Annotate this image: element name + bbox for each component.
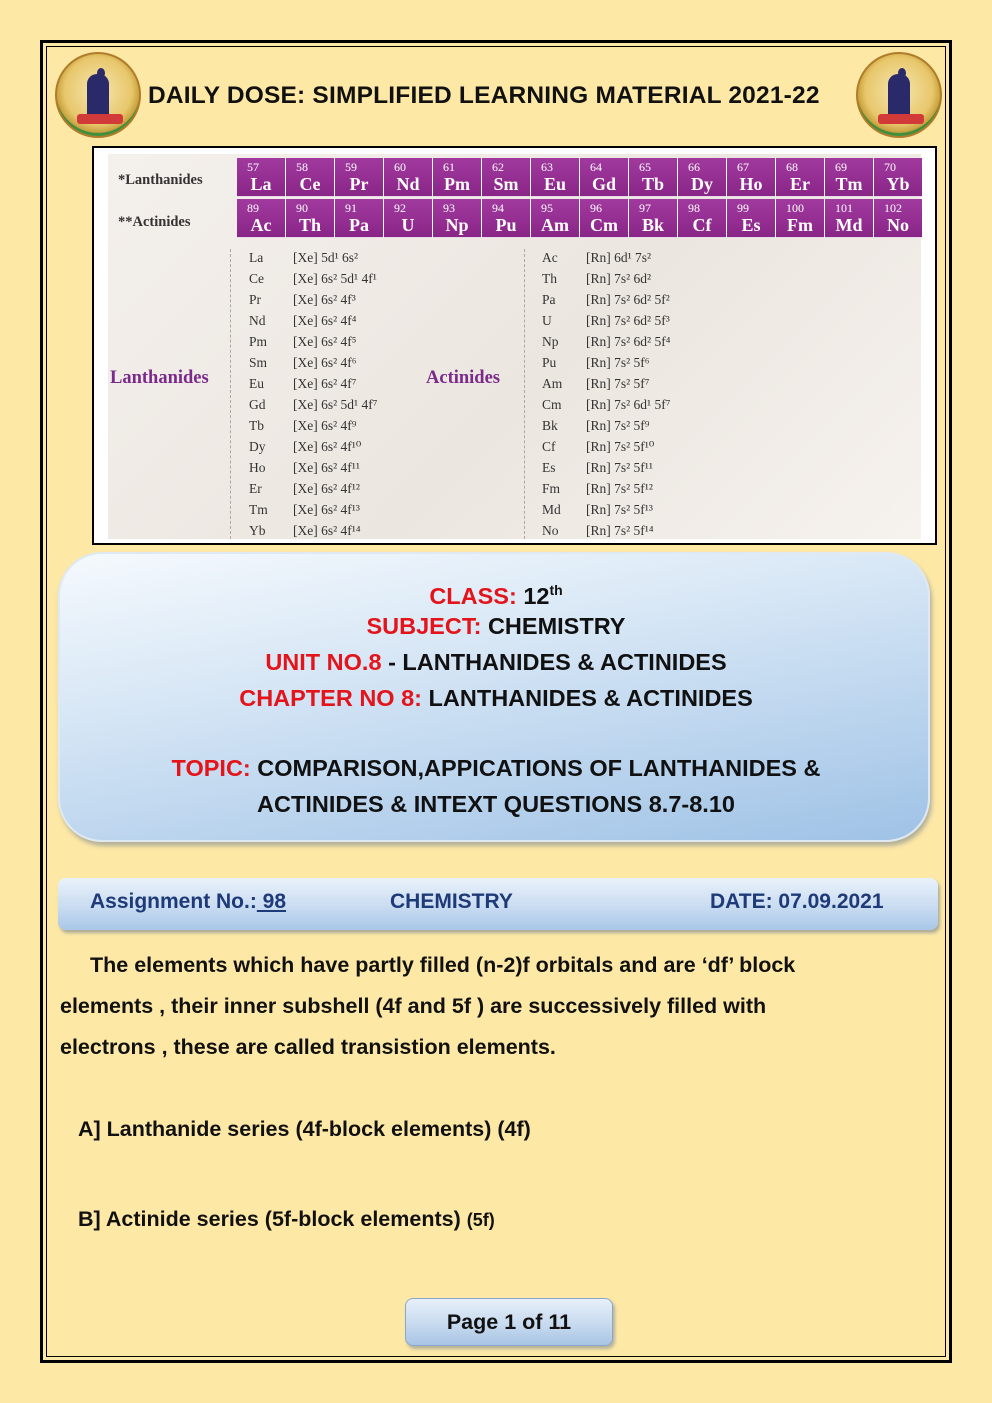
configuration-row [542,418,670,439]
configuration-row [249,334,377,355]
element-symbol: Tm [249,502,268,517]
element-symbol: Nd [249,313,266,328]
atomic-number: 95 [541,201,553,215]
atomic-number: 101 [835,201,853,215]
atomic-number: 70 [884,160,896,174]
assignment-bar [58,878,938,930]
element-symbol: Es [542,460,556,475]
school-logo-left [55,52,141,138]
element-cell-ac [237,199,286,238]
atomic-number: 93 [443,201,455,215]
element-symbol: La [249,250,264,265]
electron-configuration: [Xe] 6s² 5d¹ 4f⁷ [293,397,378,412]
element-symbol: Ho [249,460,266,475]
atomic-number: 59 [345,160,357,174]
element-cell-pm [433,158,482,197]
electron-configuration: [Xe] 5d¹ 6s² [293,250,359,265]
chapter-line: CHAPTER NO 8: LANTHANIDES & ACTINIDES [239,685,753,711]
configuration-row [249,376,377,397]
element-symbol: Tb [249,418,264,433]
electron-configuration: [Rn] 7s² 5f¹² [586,481,653,496]
atomic-number: 92 [394,201,406,215]
atomic-number: 68 [786,160,798,174]
atomic-number: 94 [492,201,504,215]
electron-configuration: [Xe] 6s² 4f⁶ [293,355,357,370]
electron-configuration: [Xe] 6s² 4f¹² [293,481,360,496]
electron-configuration: [Xe] 6s² 4f⁵ [293,334,357,349]
element-symbol: Th [298,215,322,235]
topic-line-1: TOPIC: COMPARISON,APPICATIONS OF LANTHANIDES & [171,755,821,781]
configuration-row [542,292,670,313]
element-cell-fm [776,199,825,238]
atomic-number: 99 [737,201,749,215]
element-cell-cm [580,199,629,238]
element-cell-es [727,199,776,238]
element-symbol: Ac [250,215,272,235]
element-symbol: Sm [493,174,519,194]
configuration-row [249,481,377,502]
element-symbol: Ce [249,271,264,286]
list-item-lanthanide-series: A] Lanthanide series (4f-block elements) (4f) [78,1117,531,1141]
atomic-number: 97 [639,201,651,215]
element-cell-dy [678,158,727,197]
configuration-row [249,502,377,523]
school-logo-right [856,52,942,138]
element-symbol: Am [541,215,569,235]
actinides-row-label: **Actinides [118,214,191,230]
element-symbol: Pr [349,174,369,194]
configuration-row [542,439,670,460]
element-cell-cf [678,199,727,238]
element-cell-tm [825,158,874,197]
atomic-number: 102 [884,201,902,215]
element-symbol: Tb [641,174,665,194]
subject-line: SUBJECT: CHEMISTRY [366,613,626,639]
element-cell-tb [629,158,678,197]
topic-line-2: ACTINIDES & INTEXT QUESTIONS 8.7-8.10 [257,791,735,817]
class-info-box [58,552,930,842]
element-symbol: Bk [542,418,558,433]
electron-configuration: [Rn] 7s² 6d² 5f³ [586,313,670,328]
element-symbol: Pu [495,215,517,235]
element-symbol: Eu [543,174,567,194]
electron-configuration: [Xe] 6s² 4f¹³ [293,502,360,517]
element-cell-nd [384,158,433,197]
electron-configuration: [Rn] 7s² 6d¹ 5f⁷ [586,397,671,412]
configuration-row [249,250,377,271]
assignment-number: Assignment No.: 98 [90,890,287,913]
atomic-number: 61 [443,160,455,174]
element-cell-er [776,158,825,197]
electron-configuration: [Xe] 6s² 4f⁷ [293,376,357,391]
element-symbol: Gd [591,174,616,194]
electron-configuration: [Rn] 7s² 5f⁶ [586,355,650,370]
element-symbol: Fm [542,481,561,496]
electron-configuration: [Xe] 6s² 4f¹⁴ [293,523,361,538]
element-symbol: Np [542,334,559,349]
electron-configuration: [Xe] 6s² 4f¹⁰ [293,439,362,454]
element-cell-pr [335,158,384,197]
configuration-row [249,292,377,313]
element-symbol: Dy [249,439,266,454]
element-symbol: Cm [542,397,562,412]
configuration-row [542,460,670,481]
electron-configuration: [Rn] 7s² 6d² 5f⁴ [586,334,671,349]
atomic-number: 63 [541,160,553,174]
configuration-row [542,250,670,271]
element-symbol: Bk [641,215,665,235]
element-symbol: No [542,523,559,538]
element-symbol: Pm [444,174,470,194]
atomic-number: 66 [688,160,700,174]
element-symbol: U [401,215,415,235]
element-symbol: Md [542,502,561,517]
element-symbol: Np [445,215,469,235]
element-cell-ho [727,158,776,197]
page-number-badge: Page 1 of 11 [405,1298,613,1346]
header-title: DAILY DOSE: SIMPLIFIED LEARNING MATERIAL 2021-22 [148,82,820,109]
atomic-number: 100 [786,201,804,215]
element-symbol: Eu [249,376,264,391]
actinides-label: Actinides [426,368,500,388]
element-symbol: Cm [590,215,618,235]
atomic-number: 89 [247,201,259,215]
configuration-row [542,502,670,523]
element-symbol: Dy [691,174,713,194]
configuration-row [542,523,670,544]
element-symbol: Er [249,481,262,496]
lanthanides-row-label: *Lanthanides [118,172,203,188]
element-cell-ce [286,158,335,197]
electron-configuration: [Xe] 6s² 4f⁹ [293,418,357,433]
configuration-row [249,313,377,334]
electron-configuration: [Xe] 6s² 5d¹ 4f¹ [293,271,377,286]
element-symbol: Ho [739,174,763,194]
element-symbol: Ac [542,250,558,265]
atomic-number: 98 [688,201,700,215]
periodic-table-image [92,146,937,545]
actinide-configurations [542,250,670,544]
element-symbol: La [250,174,272,194]
electron-configuration: [Rn] 7s² 6d² [586,271,652,286]
element-symbol: Cf [542,439,556,454]
unit-line: UNIT NO.8 - LANTHANIDES & ACTINIDES [265,649,727,675]
configuration-row [542,376,670,397]
element-symbol: Yb [249,523,266,538]
electron-configuration: [Rn] 7s² 5f⁹ [586,418,650,433]
element-symbol: Pm [249,334,268,349]
list-item-actinide-series: B] Actinide series (5f-block elements) (5f) [78,1207,495,1231]
configuration-row [249,460,377,481]
atomic-number: 57 [247,160,259,174]
assignment-date: DATE: 07.09.2021 [710,890,884,913]
element-symbol: Nd [396,174,420,194]
element-cell-np [433,199,482,238]
electron-configuration: [Rn] 7s² 5f¹⁴ [586,523,654,538]
electron-configuration: [Xe] 6s² 4f¹¹ [293,460,360,475]
lanthanide-configurations [249,250,377,544]
element-cell-u [384,199,433,238]
element-cell-pa [335,199,384,238]
configuration-row [249,271,377,292]
lanthanides-label: Lanthanides [110,368,209,388]
element-symbol: Md [835,215,863,235]
actinides-cells [237,199,923,238]
configuration-row [249,397,377,418]
element-symbol: Fm [787,215,813,235]
atomic-number: 67 [737,160,749,174]
electron-configuration: [Rn] 7s² 5f¹³ [586,502,653,517]
atomic-number: 60 [394,160,406,174]
element-cell-eu [531,158,580,197]
lanthanides-cells [237,158,923,197]
atomic-number: 96 [590,201,602,215]
element-symbol: Th [542,271,557,286]
element-cell-th [286,199,335,238]
element-cell-sm [482,158,531,197]
element-symbol: No [887,215,909,235]
configuration-row [542,481,670,502]
configuration-row [249,355,377,376]
element-cell-md [825,199,874,238]
element-symbol: Gd [249,397,266,412]
class-line: CLASS: 12th [429,582,563,609]
element-symbol: Pa [349,215,369,235]
configuration-row [542,271,670,292]
configuration-row [542,334,670,355]
configuration-row [249,523,377,544]
intro-paragraph: The elements which have partly filled (n-2)f orbitals and are ‘df’ block elements , their inner subshell (4f and 5f ) are successively filled with electrons , these are called transistion elements. [60,953,796,1059]
assignment-subject: CHEMISTRY [390,890,513,913]
element-symbol: Sm [249,355,268,370]
configuration-row [542,355,670,376]
element-cell-am [531,199,580,238]
element-symbol: Am [542,376,563,391]
electron-configuration: [Xe] 6s² 4f³ [293,292,356,307]
element-symbol: Ce [299,174,321,194]
configuration-row [542,313,670,334]
configuration-row [249,439,377,460]
element-cell-gd [580,158,629,197]
element-symbol: Cf [692,215,712,235]
element-symbol: Er [790,174,810,194]
electron-configuration: [Rn] 7s² 5f¹¹ [586,460,653,475]
atomic-number: 69 [835,160,847,174]
electron-configuration: [Rn] 7s² 5f¹⁰ [586,439,655,454]
atomic-number: 90 [296,201,308,215]
element-cell-pu [482,199,531,238]
atomic-number: 62 [492,160,504,174]
element-symbol: Tm [835,174,863,194]
element-cell-la [237,158,286,197]
element-symbol: Pa [542,292,556,307]
configuration-row [542,397,670,418]
element-symbol: Es [741,215,761,235]
element-symbol: Pr [249,292,262,307]
element-cell-no [874,199,923,238]
atomic-number: 91 [345,201,357,215]
atomic-number: 64 [590,160,602,174]
element-cell-bk [629,199,678,238]
electron-configuration: [Rn] 7s² 5f⁷ [586,376,650,391]
atomic-number: 65 [639,160,651,174]
element-cell-yb [874,158,923,197]
element-symbol: U [542,313,552,328]
atomic-number: 58 [296,160,308,174]
electron-configuration: [Rn] 6d¹ 7s² [586,250,652,265]
electron-configuration: [Xe] 6s² 4f⁴ [293,313,357,328]
element-symbol: Yb [886,174,910,194]
element-symbol: Pu [542,355,557,370]
configuration-row [249,418,377,439]
electron-configuration: [Rn] 7s² 6d² 5f² [586,292,670,307]
